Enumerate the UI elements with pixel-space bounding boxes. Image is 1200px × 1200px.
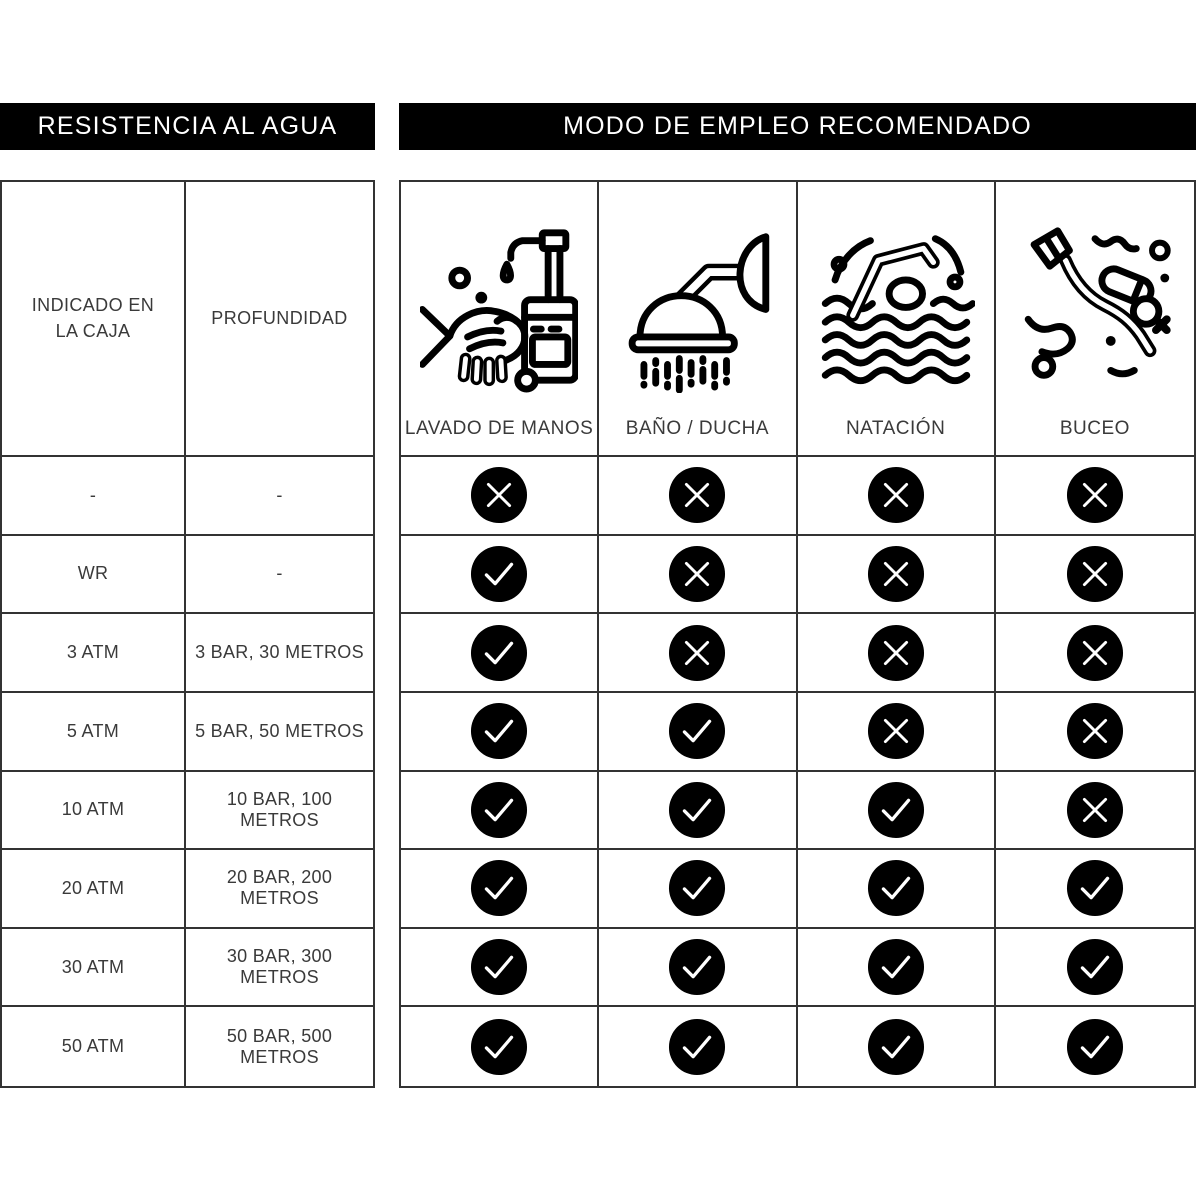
usage-cell — [798, 1007, 996, 1086]
column-label-shower: BAÑO / DUCHA — [625, 418, 769, 439]
usage-mark — [867, 545, 925, 603]
usage-mark — [470, 859, 528, 917]
usage-mark — [867, 624, 925, 682]
usage-cell — [996, 1007, 1194, 1086]
usage-mark — [1066, 624, 1124, 682]
usage-mark — [470, 624, 528, 682]
usage-mark — [867, 466, 925, 524]
usage-mark — [1066, 781, 1124, 839]
swimming-icon — [817, 182, 975, 418]
usage-cell — [401, 693, 599, 772]
usage-cell — [798, 772, 996, 851]
usage-table — [399, 180, 1196, 1088]
table-cell-profundidad: 5 BAR, 50 METROS — [186, 693, 373, 772]
diving-icon — [1016, 182, 1174, 418]
usage-mark — [668, 702, 726, 760]
usage-mark — [1066, 859, 1124, 917]
usage-mark — [470, 466, 528, 524]
water-resistance-table — [0, 180, 375, 1088]
usage-mark — [470, 938, 528, 996]
usage-mark — [1066, 1018, 1124, 1076]
usage-cell — [599, 457, 797, 536]
table-cell-profundidad: - — [186, 457, 373, 536]
usage-cell — [599, 772, 797, 851]
usage-mark — [867, 938, 925, 996]
table-cell-caja: 30 ATM — [2, 929, 186, 1008]
usage-cell — [996, 457, 1194, 536]
usage-cell — [996, 850, 1194, 929]
usage-mark — [867, 702, 925, 760]
usage-mark — [668, 859, 726, 917]
usage-cell — [599, 693, 797, 772]
water-resistance-title: RESISTENCIA AL AGUA — [37, 112, 338, 140]
column-header-diving — [996, 182, 1194, 457]
usage-cell — [798, 850, 996, 929]
usage-cell — [798, 536, 996, 615]
usage-mark — [867, 859, 925, 917]
table-cell-profundidad: 3 BAR, 30 METROS — [186, 614, 373, 693]
usage-cell — [401, 536, 599, 615]
table-cell-caja: 20 ATM — [2, 850, 186, 929]
column-header-swimming — [798, 182, 996, 457]
table-cell-caja: 50 ATM — [2, 1007, 186, 1086]
usage-cell — [996, 929, 1194, 1008]
table-cell-caja: - — [2, 457, 186, 536]
usage-cell — [401, 457, 599, 536]
usage-mark — [668, 938, 726, 996]
usage-mark — [668, 466, 726, 524]
usage-cell — [401, 1007, 599, 1086]
handwash-icon — [420, 182, 578, 418]
usage-cell — [401, 850, 599, 929]
shower-icon — [618, 182, 776, 418]
table-cell-caja: 3 ATM — [2, 614, 186, 693]
column-label-handwash: LAVADO DE MANOS — [404, 418, 594, 439]
table-cell-profundidad: 50 BAR, 500 METROS — [226, 1025, 333, 1067]
usage-mark — [668, 545, 726, 603]
usage-cell — [996, 693, 1194, 772]
table-cell-profundidad: 20 BAR, 200 METROS — [186, 850, 373, 929]
usage-cell — [996, 772, 1194, 851]
table-cell-profundidad: 30 BAR, 300 METROS — [186, 929, 373, 1008]
column-header-handwash — [401, 182, 599, 457]
usage-cell — [401, 772, 599, 851]
usage-mark — [1066, 702, 1124, 760]
usage-mark — [1066, 466, 1124, 524]
usage-cell — [798, 693, 996, 772]
water-resistance-header-bar — [0, 103, 375, 150]
table-cell-profundidad: 10 BAR, 100 METROS — [186, 772, 373, 851]
usage-cell — [996, 614, 1194, 693]
usage-cell — [798, 614, 996, 693]
table-cell-caja: 5 ATM — [2, 693, 186, 772]
usage-cell — [599, 1007, 797, 1086]
usage-cell — [599, 850, 797, 929]
column-label-diving: BUCEO — [1059, 418, 1130, 439]
column-label-swimming: NATACIÓN — [845, 418, 946, 439]
usage-mark — [668, 781, 726, 839]
usage-mark — [867, 781, 925, 839]
table-cell-caja: 10 ATM — [2, 772, 186, 851]
usage-header-bar — [399, 103, 1196, 150]
usage-cell — [599, 536, 797, 615]
usage-cell — [798, 457, 996, 536]
usage-cell — [599, 614, 797, 693]
usage-mark — [470, 702, 528, 760]
column-header-caja: INDICADO EN LA CAJA — [2, 182, 186, 457]
usage-mark — [867, 1018, 925, 1076]
table-cell-profundidad: - — [186, 536, 373, 615]
usage-cell — [996, 536, 1194, 615]
usage-cell — [401, 614, 599, 693]
usage-mark — [470, 781, 528, 839]
usage-cell — [798, 929, 996, 1008]
usage-mark — [668, 624, 726, 682]
table-cell-caja: WR — [2, 536, 186, 615]
usage-cell — [401, 929, 599, 1008]
usage-mark — [1066, 938, 1124, 996]
column-header-profundidad: PROFUNDIDAD — [186, 182, 373, 457]
usage-mark — [668, 1018, 726, 1076]
usage-mark — [470, 545, 528, 603]
usage-mark — [1066, 545, 1124, 603]
usage-mark — [470, 1018, 528, 1076]
usage-title: MODO DE EMPLEO RECOMENDADO — [563, 112, 1032, 140]
column-header-shower — [599, 182, 797, 457]
usage-cell — [599, 929, 797, 1008]
